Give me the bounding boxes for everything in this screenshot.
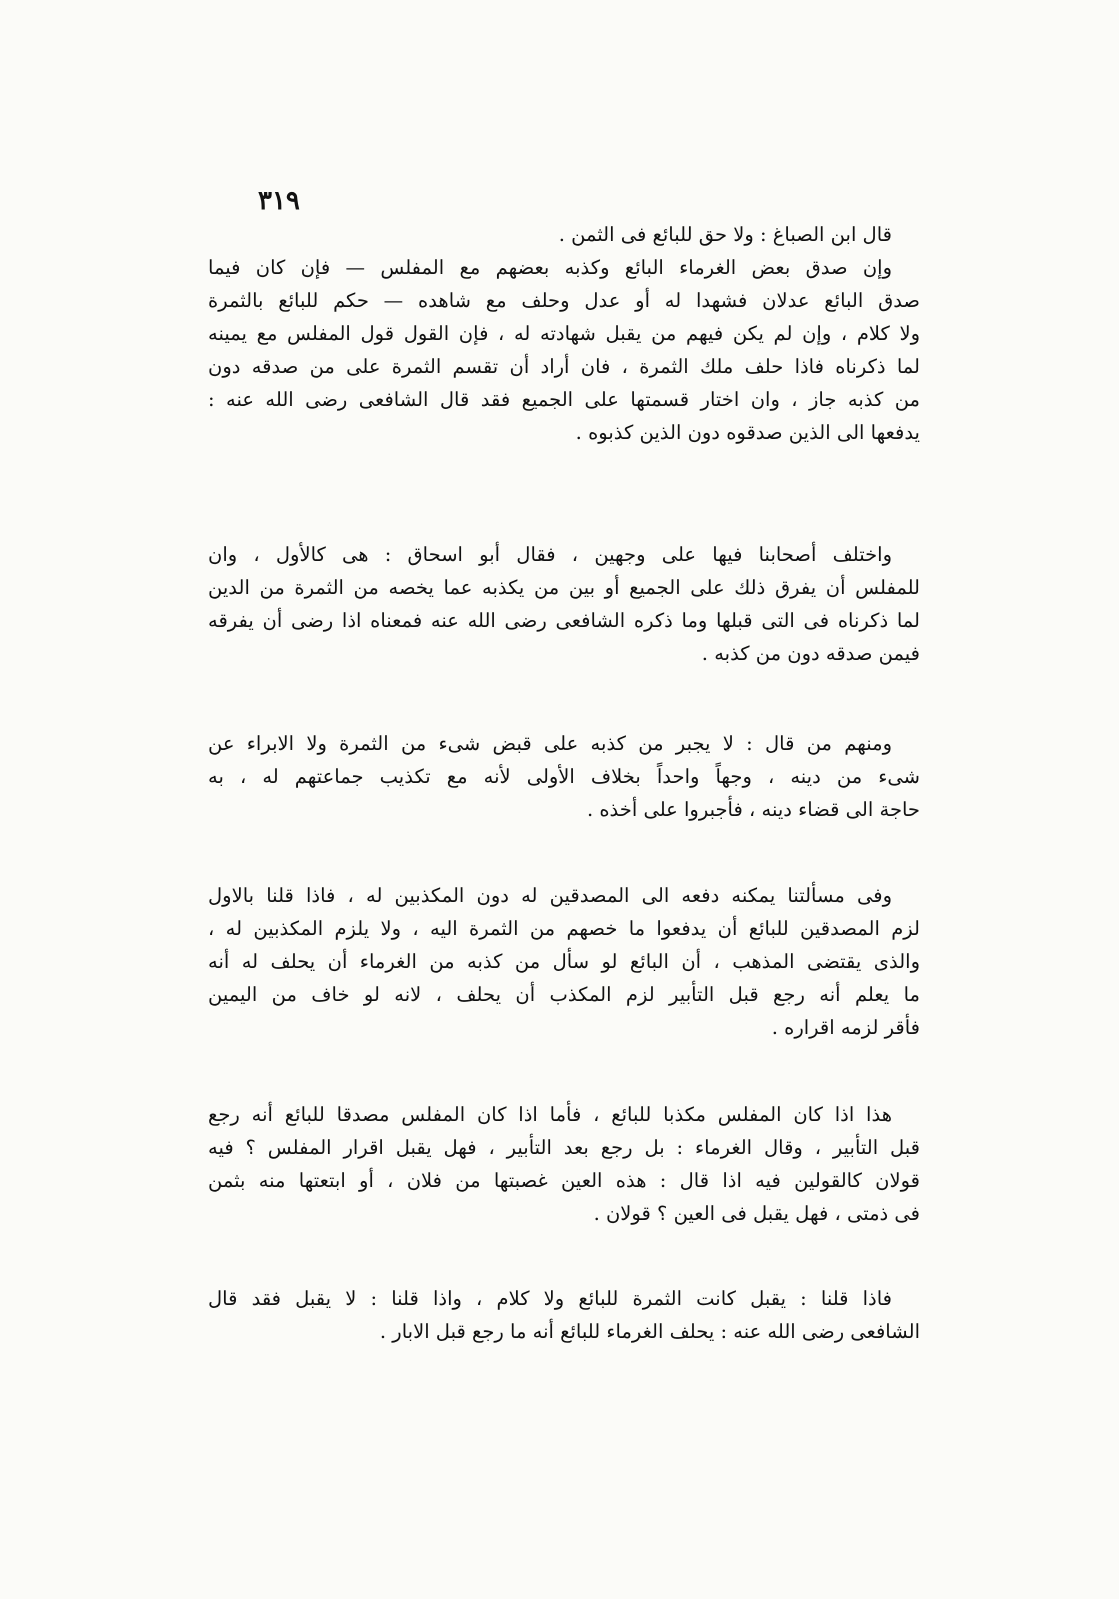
paragraph-2 [208,538,920,670]
text-line: فى ذمتى ، فهل يقبل فى العين ؟ قولان . [593,1202,920,1225]
text-line: هذا اذا كان المفلس مكذبا للبائع ، فأما اذا كان المفلس مصدقا للبائع أنه رجع [208,1103,892,1126]
paragraph-6 [208,1282,920,1348]
text-line: شىء من دينه ، وجهاً واحداً بخلاف الأولى لأنه مع تكذيب جماعتهم له ، به [208,765,920,788]
paragraph-1 [208,218,920,449]
text-line: واختلف أصحابنا فيها على وجهين ، فقال أبو اسحاق : هى كالأول ، وان [208,543,892,566]
text-line: قال ابن الصباغ : ولا حق للبائع فى الثمن . [558,223,892,246]
text-line: فاذا قلنا : يقبل كانت الثمرة للبائع ولا كلام ، واذا قلنا : لا يقبل فقد قال [208,1287,892,1310]
text-line: صدق البائع عدلان فشهدا له أو عدل وحلف مع شاهده — حكم للبائع بالثمرة [208,289,920,312]
text-line: لزم المصدقين للبائع أن يدفعوا ما خصهم من الثمرة اليه ، ولا يلزم المكذبين له ، [208,917,920,940]
text-line: ومنهم من قال : لا يجبر من كذبه على قبض شىء من الثمرة ولا الابراء عن [208,732,892,755]
text-line: لما ذكرناه فاذا حلف ملك الثمرة ، فان أراد أن تقسم الثمرة على من صدقه دون [208,355,920,378]
page-number: ٣١٩ [258,186,300,216]
paragraph-3 [208,727,920,826]
text-line: ولا كلام ، وإن لم يكن فيهم من يقبل شهادته له ، فإن القول قول المفلس مع يمينه [208,322,920,345]
text-line: ما يعلم أنه رجع قبل التأبير لزم المكذب أن يحلف ، لانه لو خاف من اليمين [208,983,920,1006]
text-line: يدفعها الى الذين صدقوه دون الذين كذبوه . [575,421,920,444]
text-line: الشافعى رضى الله عنه : يحلف الغرماء للبائع أنه ما رجع قبل الابار . [379,1320,920,1343]
text-line: قولان كالقولين فيه اذا قال : هذه العين غصبتها من فلان ، أو ابتعتها منه بثمن [208,1169,920,1192]
text-line: والذى يقتضى المذهب ، أن البائع لو سأل من كذبه من الغرماء أن يحلف له أنه [208,950,920,973]
text-line: حاجة الى قضاء دينه ، فأجبروا على أخذه . [586,798,920,821]
text-line: قبل التأبير ، وقال الغرماء : بل رجع بعد التأبير ، فهل يقبل اقرار المفلس ؟ فيه [208,1136,920,1159]
paragraph-4 [208,879,920,1044]
text-line: فيمن صدقه دون من كذبه . [701,642,920,665]
paragraph-5 [208,1098,920,1230]
text-line: من كذبه جاز ، وان اختار قسمتها على الجميع فقد قال الشافعى رضى الله عنه : [208,388,920,411]
text-line: فأقر لزمه اقراره . [771,1016,920,1039]
text-line: للمفلس أن يفرق ذلك على الجميع أو بين من يكذبه عما يخصه من الثمرة من الدين [208,576,920,599]
text-line: لما ذكرناه فى التى قبلها وما ذكره الشافعى رضى الله عنه فمعناه اذا رضى أن يفرقه [208,609,920,632]
text-line: وإن صدق بعض الغرماء البائع وكذبه بعضهم مع المفلس — فإن كان فيما [208,256,892,279]
text-line: وفى مسألتنا يمكنه دفعه الى المصدقين له دون المكذبين له ، فاذا قلنا بالاول [208,884,892,907]
